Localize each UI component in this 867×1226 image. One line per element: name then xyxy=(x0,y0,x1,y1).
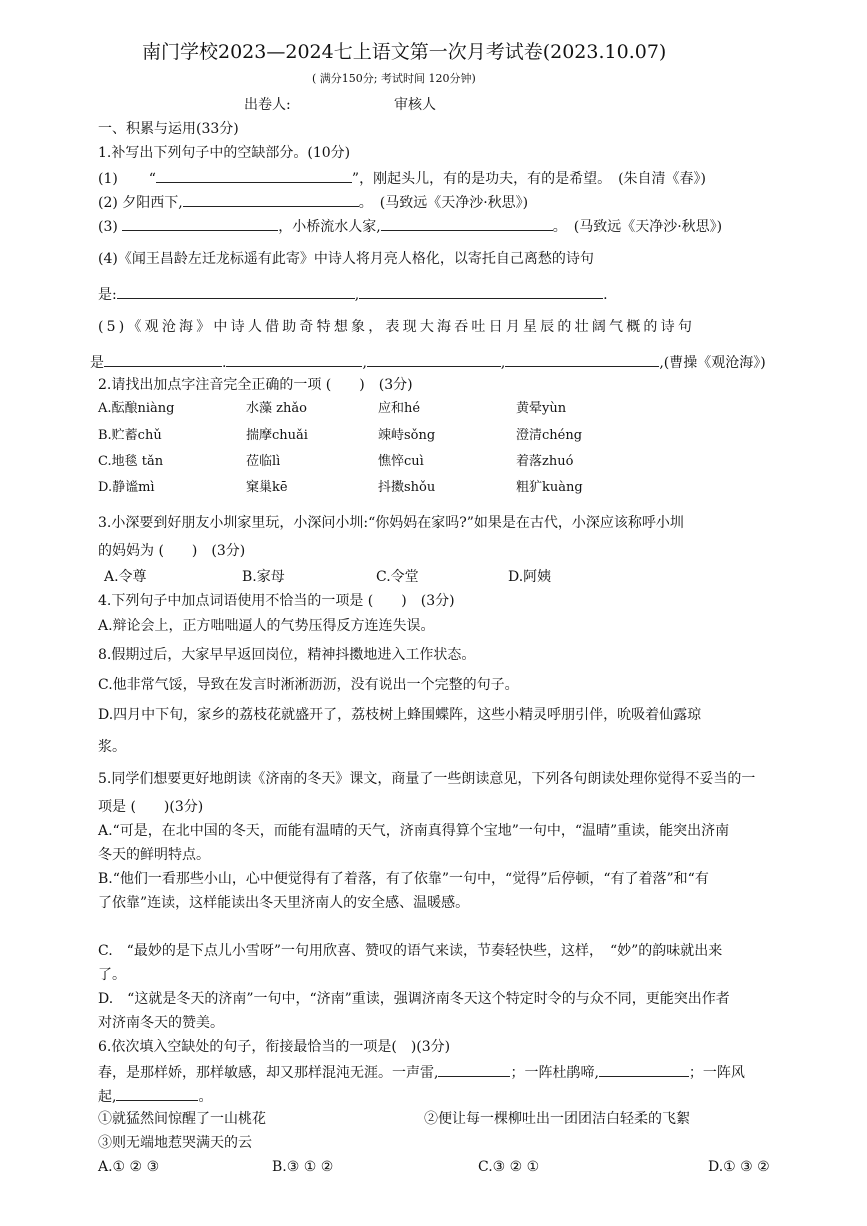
q1-l2-a: (2) 夕阳西下, xyxy=(98,195,183,211)
page-subtitle: ( 满分150分; 考试时间 120分钟) xyxy=(312,72,476,85)
q4-d2: 浆。 xyxy=(98,739,126,755)
q2-d1: D.静谧mì xyxy=(98,480,155,495)
q1-line4b xyxy=(98,284,608,304)
q4-b: 8.假期过后，大家早早返回岗位，精神抖擞地进入工作状态。 xyxy=(98,647,476,663)
q2-b2: 揣摩chuǎi xyxy=(246,428,308,443)
blank-10[interactable] xyxy=(505,352,659,367)
q2-d4: 粗犷kuàng xyxy=(516,480,583,495)
q5-c2: 了。 xyxy=(98,967,126,983)
blank-11[interactable] xyxy=(438,1062,510,1077)
q6-opt1: ①就猛然间惊醒了一山桃花 xyxy=(98,1111,266,1127)
q1-l1-num: (1) xyxy=(98,171,118,187)
q2-d3: 抖擞shǒu xyxy=(378,480,436,495)
q1-l5-end: ,(曹操《观沧海》) xyxy=(659,355,766,371)
q1-l5-b: 是 xyxy=(90,355,104,371)
q1-l3-num: (3) xyxy=(98,219,118,235)
q5-a2: 冬天的鲜明特点。 xyxy=(98,847,210,863)
q3-opt-c: C.令堂 xyxy=(376,569,419,585)
reviewer-label: 审核人 xyxy=(394,97,436,113)
q2-stem: 2.请找出加点字注音完全正确的一项 ( ) (3分) xyxy=(98,377,413,393)
q3-opt-b: B.家母 xyxy=(242,569,285,585)
blank-4[interactable] xyxy=(381,216,553,231)
q1-l3-end: 。 (马致远《天净沙·秋思》) xyxy=(552,219,723,235)
blank-2[interactable] xyxy=(183,192,359,207)
q1-l4-b: 是: xyxy=(98,287,117,303)
blank-8[interactable] xyxy=(226,352,362,367)
q1-line5: (5)《观沧海》中诗人借助奇特想象，表现大海吞吐日月星辰的壮阔气概的诗句 xyxy=(98,319,696,335)
q6-opt3: ③则无端地惹哭满天的云 xyxy=(98,1135,252,1151)
q5-d1: D. “这就是冬天的济南”一句中，“济南”重读，强调济南冬天这个特定时令的与众不同，更能突出作者 xyxy=(98,991,730,1007)
q6-p2a: 起, xyxy=(98,1089,117,1105)
q6-p1c: ；一阵风 xyxy=(688,1065,745,1081)
blank-7[interactable] xyxy=(104,352,222,367)
q2-b3: 竦峙sǒng xyxy=(378,428,436,443)
q1-l1-rest: ”，刚起头儿，有的是功夫，有的是希望。 (朱自清《春》) xyxy=(351,171,707,187)
q5-stem: 5.同学们想要更好地朗读《济南的冬天》课文，商量了一些朗读意见，下列各句朗读处理你觉得不妥当的一 xyxy=(98,771,756,787)
q5-c1: C. “最妙的是下点儿小雪呀”一句用欣喜、赞叹的语气来读，节奏轻快些，这样， “妙”的韵味就出来 xyxy=(98,943,723,959)
q2-b4: 澄清chéng xyxy=(516,428,583,443)
q6-choice-d: D.① ③ ② xyxy=(708,1159,770,1175)
q5-d2: 对济南冬天的赞美。 xyxy=(98,1015,224,1031)
q6-passage-1 xyxy=(98,1062,745,1082)
q6-p1a: 春，是那样娇，那样敏感，却又那样混沌无涯。一声雷, xyxy=(98,1065,439,1081)
q4-a: A.辩论会上，正方咄咄逼人的气势压得反方连连失误。 xyxy=(98,618,435,634)
q3-opt-a: A.令尊 xyxy=(104,569,147,585)
q1-line1 xyxy=(98,168,706,188)
q4-stem: 4.下列句子中加点词语使用不恰当的一项是 ( ) (3分) xyxy=(98,593,455,609)
q2-b1: B.贮蓄chǔ xyxy=(98,428,162,443)
q6-passage-2 xyxy=(98,1086,212,1106)
q1-line2 xyxy=(98,192,528,212)
q2-a4: 黄晕yùn xyxy=(516,401,567,416)
q2-a1: A.酝酿niàng xyxy=(98,401,175,416)
q1-l4-end: . xyxy=(603,287,608,303)
q3-opt-d: D.阿姨 xyxy=(508,569,552,585)
q5-a1: A.“可是，在北中国的冬天，而能有温晴的天气，济南真得算个宝地”一句中，“温晴”重读，能突出济南 xyxy=(98,823,730,839)
q1-l2-b: 。 (马致远《天净沙·秋思》) xyxy=(358,195,529,211)
q3-stem: 3.小深要到好朋友小圳家里玩，小深问小圳:“你妈妈在家吗?”如果是在古代，小深应该称呼小圳 xyxy=(98,515,684,531)
q3-stem2: 的妈妈为 ( ) (3分) xyxy=(98,543,246,559)
q6-p2b: 。 xyxy=(198,1089,213,1105)
blank-12[interactable] xyxy=(599,1062,689,1077)
q1-line5b: 是 . , , ,(曹操《观沧海》) xyxy=(90,352,766,372)
q2-c3: 憔悴cuì xyxy=(378,454,424,469)
q1-line3 xyxy=(98,216,722,236)
q5-stem2: 项是 ( )(3分) xyxy=(98,799,204,815)
blank-9[interactable] xyxy=(367,352,501,367)
q6-choice-a: A.① ② ③ xyxy=(98,1159,160,1175)
q2-c2: 莅临lì xyxy=(246,454,281,469)
q4-c: C.他非常气馁，导致在发言时淅淅沥沥，没有说出一个完整的句子。 xyxy=(98,677,519,693)
q1-stem: 1.补写出下列句子中的空缺部分。(10分) xyxy=(98,145,351,161)
q6-stem: 6.依次填入空缺处的句子，衔接最恰当的一项是( )(3分) xyxy=(98,1039,451,1055)
q2-a3: 应和hé xyxy=(378,401,421,416)
q6-choice-c: C.③ ② ① xyxy=(478,1159,540,1175)
blank-1[interactable] xyxy=(156,168,352,183)
author-label: 出卷人: xyxy=(244,97,291,113)
section-heading: 一、积累与运用(33分) xyxy=(98,121,239,137)
blank-3[interactable] xyxy=(122,216,278,231)
q1-l1-open: “ xyxy=(148,171,156,187)
blank-6[interactable] xyxy=(359,284,603,299)
q2-c4: 着落zhuó xyxy=(516,454,574,469)
q5-b1: B.“他们一看那些小山，心中便觉得有了着落，有了依靠”一句中，“觉得”后停顿，“有了着落”和“有 xyxy=(98,871,709,887)
q6-choice-b: B.③ ① ② xyxy=(272,1159,334,1175)
blank-5[interactable] xyxy=(117,284,355,299)
q1-l4-comma: , xyxy=(354,287,360,303)
page-title: 南门学校2023—2024七上语文第一次月考试卷(2023.10.07) xyxy=(142,41,667,63)
q1-l3-mid: ，小桥流水人家, xyxy=(278,219,381,235)
q1-line4: (4)《闻王昌龄左迁龙标遥有此寄》中诗人将月亮人格化，以寄托自己离愁的诗句 xyxy=(98,251,594,267)
q6-opt2: ②便让每一棵柳吐出一团团洁白轻柔的飞絮 xyxy=(424,1111,690,1127)
blank-13[interactable] xyxy=(116,1086,198,1101)
q2-d2: 窠巢kē xyxy=(246,480,288,495)
q2-a2: 水藻 zhǎo xyxy=(246,401,307,416)
q4-d: D.四月中下旬，家乡的荔枝花就盛开了，荔枝树上蜂围蝶阵，这些小精灵呼朋引伴，吮吸着仙露琼 xyxy=(98,707,702,723)
q6-p1b: ；一阵杜鹃啼, xyxy=(510,1065,599,1081)
q2-c1: C.地毯 tǎn xyxy=(98,454,164,469)
q5-b2: 了依靠”连读，这样能读出冬天里济南人的安全感、温暖感。 xyxy=(98,895,470,911)
